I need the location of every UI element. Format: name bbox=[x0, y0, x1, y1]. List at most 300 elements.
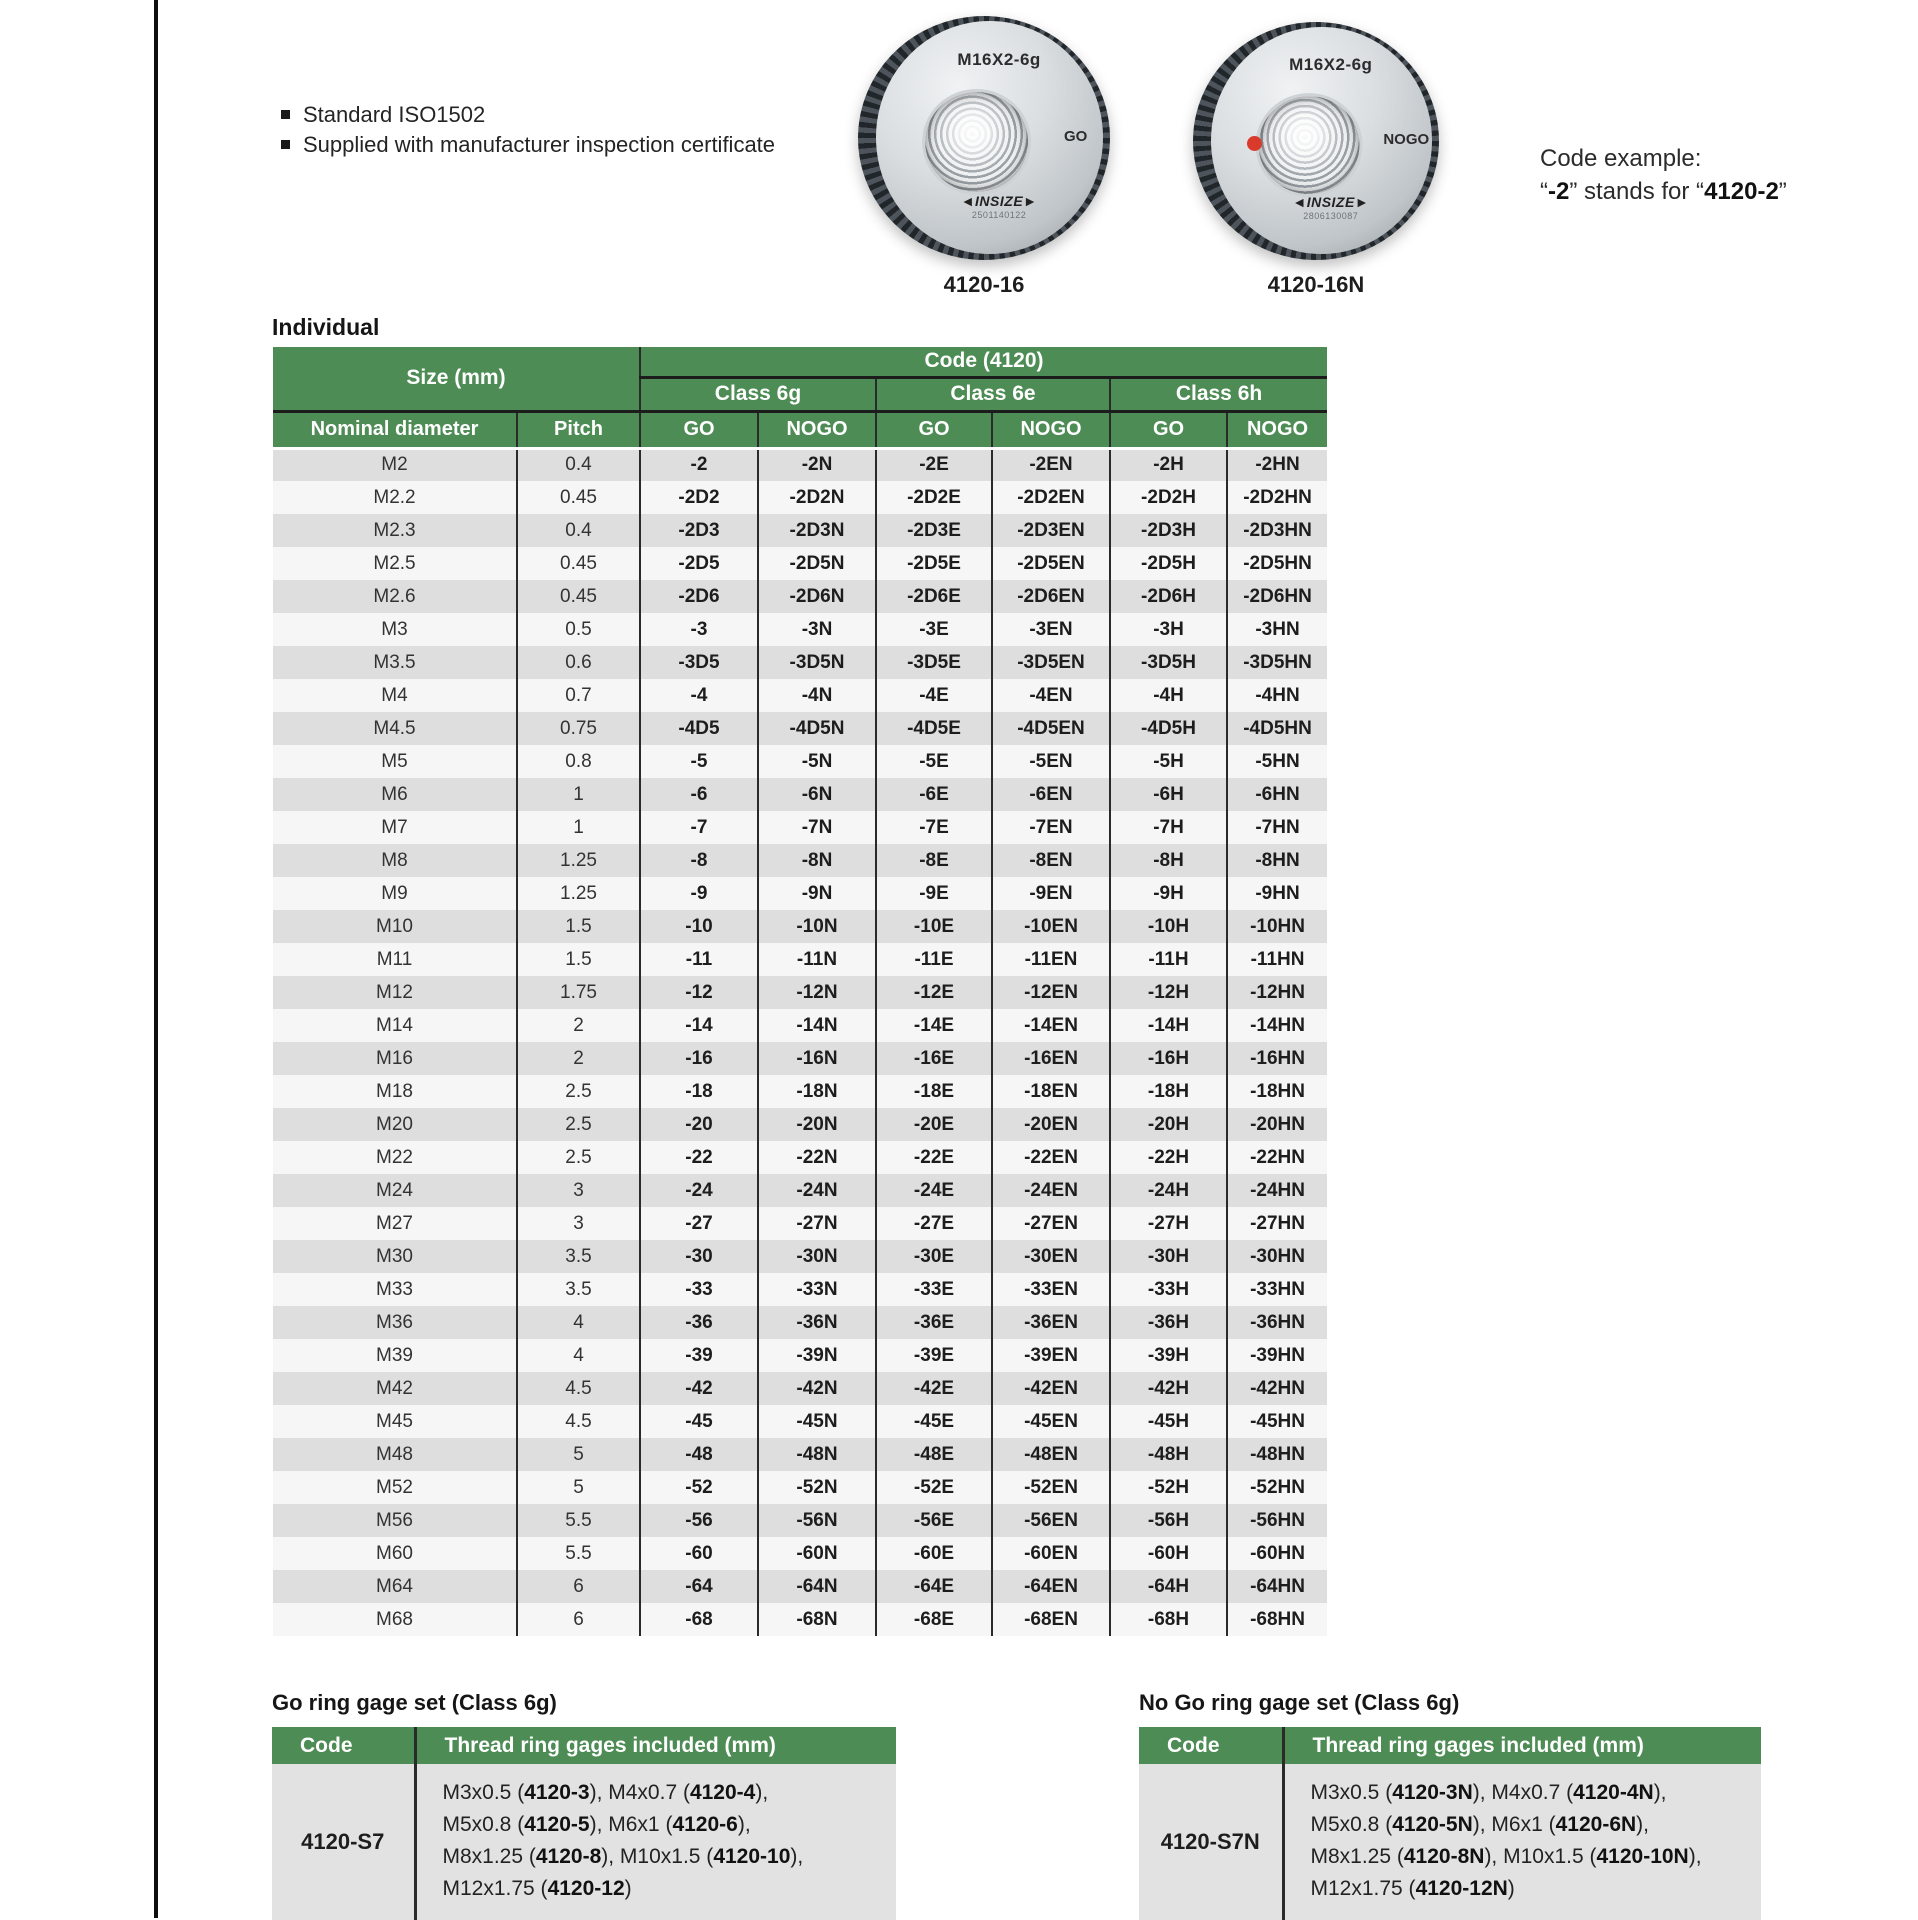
table-row bbox=[273, 1504, 1327, 1537]
cell-nominal-diameter: M10 bbox=[273, 910, 517, 943]
cell-pitch: 5.5 bbox=[517, 1504, 640, 1537]
cell-code: -20N bbox=[758, 1108, 876, 1141]
cell-nominal-diameter: M24 bbox=[273, 1174, 517, 1207]
cell-code: -10E bbox=[876, 910, 992, 943]
cell-code: -10 bbox=[640, 910, 758, 943]
cell-code: -4H bbox=[1110, 679, 1227, 712]
insize-logo: ◄INSIZE► bbox=[1292, 194, 1370, 211]
cell-code: -2D6N bbox=[758, 580, 876, 613]
table-row bbox=[273, 712, 1327, 745]
figure-code-label: 4120-16N bbox=[1267, 272, 1365, 297]
cell-code: -45EN bbox=[992, 1405, 1110, 1438]
cell-code: -39E bbox=[876, 1339, 992, 1372]
cell-code: -27 bbox=[640, 1207, 758, 1240]
cell-nominal-diameter: M16 bbox=[273, 1042, 517, 1075]
set-included-header: Thread ring gages included (mm) bbox=[1283, 1727, 1761, 1764]
cell-pitch: 6 bbox=[517, 1570, 640, 1603]
cell-code: -39H bbox=[1110, 1339, 1227, 1372]
cell-code: -3D5EN bbox=[992, 646, 1110, 679]
cell-code: -18N bbox=[758, 1075, 876, 1108]
included-line: M8x1.25 (4120-8), M10x1.5 (4120-10), bbox=[442, 1845, 804, 1868]
cell-code: -9EN bbox=[992, 877, 1110, 910]
included-line: M5x0.8 (4120-5N), M6x1 (4120-6N), bbox=[1310, 1813, 1649, 1836]
cell-code: -39 bbox=[640, 1339, 758, 1372]
cell-code: -4D5 bbox=[640, 712, 758, 745]
cell-code: -12H bbox=[1110, 976, 1227, 1009]
cell-code: -27EN bbox=[992, 1207, 1110, 1240]
cell-code: -10H bbox=[1110, 910, 1227, 943]
cell-code: -6H bbox=[1110, 778, 1227, 811]
cell-code: -12 bbox=[640, 976, 758, 1009]
cell-code: -68N bbox=[758, 1603, 876, 1636]
included-line: M3x0.5 (4120-3N), M4x0.7 (4120-4N), bbox=[1310, 1781, 1667, 1804]
cell-pitch: 2 bbox=[517, 1009, 640, 1042]
cell-code: -3E bbox=[876, 613, 992, 646]
cell-nominal-diameter: M36 bbox=[273, 1306, 517, 1339]
cell-code: -3EN bbox=[992, 613, 1110, 646]
cell-code: -24E bbox=[876, 1174, 992, 1207]
cell-code: -2H bbox=[1110, 448, 1227, 481]
cell-code: -20HN bbox=[1227, 1108, 1327, 1141]
cell-code: -52N bbox=[758, 1471, 876, 1504]
cell-code: -11 bbox=[640, 943, 758, 976]
cell-code: -5EN bbox=[992, 745, 1110, 778]
cell-nominal-diameter: M48 bbox=[273, 1438, 517, 1471]
table-row bbox=[273, 547, 1327, 580]
cell-code: -6 bbox=[640, 778, 758, 811]
cell-code: -6E bbox=[876, 778, 992, 811]
table-row bbox=[273, 1405, 1327, 1438]
cell-nominal-diameter: M2 bbox=[273, 448, 517, 481]
serial-number: 2806130087 bbox=[1303, 210, 1359, 221]
cell-code: -48E bbox=[876, 1438, 992, 1471]
cell-code: -2D5N bbox=[758, 547, 876, 580]
col-header-class-6e: Class 6e bbox=[876, 377, 1110, 411]
cell-code: -16HN bbox=[1227, 1042, 1327, 1075]
cell-code: -64HN bbox=[1227, 1570, 1327, 1603]
table-row bbox=[273, 1075, 1327, 1108]
cell-code: -33H bbox=[1110, 1273, 1227, 1306]
col-header-code: Code (4120) bbox=[640, 347, 1327, 377]
cell-code: -8 bbox=[640, 844, 758, 877]
table-row bbox=[273, 1603, 1327, 1636]
table-row bbox=[273, 1471, 1327, 1504]
cell-pitch: 0.7 bbox=[517, 679, 640, 712]
cell-code: -36E bbox=[876, 1306, 992, 1339]
table-row bbox=[273, 976, 1327, 1009]
set-code-value: 4120-S7N bbox=[1139, 1764, 1283, 1920]
cell-code: -39N bbox=[758, 1339, 876, 1372]
threaded-hole bbox=[1259, 96, 1360, 194]
cell-code: -2N bbox=[758, 448, 876, 481]
cell-pitch: 4 bbox=[517, 1339, 640, 1372]
cell-code: -4D5N bbox=[758, 712, 876, 745]
col-header-go-6h: GO bbox=[1110, 411, 1227, 448]
cell-pitch: 4.5 bbox=[517, 1372, 640, 1405]
table-row bbox=[273, 1306, 1327, 1339]
cell-code: -8N bbox=[758, 844, 876, 877]
cell-code: -22EN bbox=[992, 1141, 1110, 1174]
cell-code: -14HN bbox=[1227, 1009, 1327, 1042]
cell-pitch: 3.5 bbox=[517, 1273, 640, 1306]
cell-code: -3D5 bbox=[640, 646, 758, 679]
cell-code: -68 bbox=[640, 1603, 758, 1636]
go-marking-label: GO bbox=[1063, 128, 1088, 146]
cell-nominal-diameter: M27 bbox=[273, 1207, 517, 1240]
nogo-ring-image bbox=[1193, 22, 1439, 260]
cell-pitch: 1 bbox=[517, 811, 640, 844]
cell-code: -11EN bbox=[992, 943, 1110, 976]
set-included-list bbox=[1283, 1764, 1761, 1920]
cell-code: -18E bbox=[876, 1075, 992, 1108]
cell-nominal-diameter: M18 bbox=[273, 1075, 517, 1108]
section-title-individual: Individual bbox=[272, 314, 380, 340]
cell-code: -20EN bbox=[992, 1108, 1110, 1141]
cell-code: -9H bbox=[1110, 877, 1227, 910]
cell-code: -11N bbox=[758, 943, 876, 976]
table-row bbox=[273, 679, 1327, 712]
threaded-hole bbox=[925, 92, 1028, 192]
cell-nominal-diameter: M5 bbox=[273, 745, 517, 778]
table-row bbox=[273, 580, 1327, 613]
cell-code: -48HN bbox=[1227, 1438, 1327, 1471]
cell-nominal-diameter: M68 bbox=[273, 1603, 517, 1636]
cell-code: -16EN bbox=[992, 1042, 1110, 1075]
cell-code: -2D6EN bbox=[992, 580, 1110, 613]
cell-code: -30H bbox=[1110, 1240, 1227, 1273]
table-row bbox=[273, 943, 1327, 976]
cell-pitch: 0.5 bbox=[517, 613, 640, 646]
cell-nominal-diameter: M2.6 bbox=[273, 580, 517, 613]
cell-nominal-diameter: M8 bbox=[273, 844, 517, 877]
cell-code: -11E bbox=[876, 943, 992, 976]
cell-pitch: 3.5 bbox=[517, 1240, 640, 1273]
cell-code: -2D6E bbox=[876, 580, 992, 613]
cell-code: -30 bbox=[640, 1240, 758, 1273]
cell-code: -3 bbox=[640, 613, 758, 646]
cell-code: -42 bbox=[640, 1372, 758, 1405]
cell-pitch: 0.45 bbox=[517, 547, 640, 580]
cell-nominal-diameter: M30 bbox=[273, 1240, 517, 1273]
cell-code: -56EN bbox=[992, 1504, 1110, 1537]
cell-code: -2D3 bbox=[640, 514, 758, 547]
cell-code: -5E bbox=[876, 745, 992, 778]
bullet-square-icon bbox=[281, 110, 290, 119]
cell-code: -18HN bbox=[1227, 1075, 1327, 1108]
cell-code: -60E bbox=[876, 1537, 992, 1570]
cell-code: -2D6 bbox=[640, 580, 758, 613]
cell-pitch: 1 bbox=[517, 778, 640, 811]
cell-code: -4D5H bbox=[1110, 712, 1227, 745]
cell-code: -33 bbox=[640, 1273, 758, 1306]
cell-code: -48EN bbox=[992, 1438, 1110, 1471]
go-set-table bbox=[272, 1727, 896, 1920]
cell-code: -14E bbox=[876, 1009, 992, 1042]
table-row bbox=[273, 1108, 1327, 1141]
cell-nominal-diameter: M14 bbox=[273, 1009, 517, 1042]
nogo-ring-figure bbox=[1193, 22, 1439, 322]
cell-code: -64H bbox=[1110, 1570, 1227, 1603]
cell-pitch: 6 bbox=[517, 1603, 640, 1636]
individual-size-code-table bbox=[273, 347, 1327, 1636]
cell-code: -27H bbox=[1110, 1207, 1227, 1240]
cell-code: -2D3HN bbox=[1227, 514, 1327, 547]
serial-number: 2501140122 bbox=[971, 209, 1027, 220]
cell-code: -36 bbox=[640, 1306, 758, 1339]
cell-code: -4D5EN bbox=[992, 712, 1110, 745]
cell-code: -2D6H bbox=[1110, 580, 1227, 613]
cell-code: -56 bbox=[640, 1504, 758, 1537]
cell-code: -20H bbox=[1110, 1108, 1227, 1141]
cell-code: -20 bbox=[640, 1108, 758, 1141]
cell-nominal-diameter: M12 bbox=[273, 976, 517, 1009]
cell-code: -64E bbox=[876, 1570, 992, 1603]
included-line: M8x1.25 (4120-8N), M10x1.5 (4120-10N), bbox=[1310, 1845, 1702, 1868]
cell-code: -7H bbox=[1110, 811, 1227, 844]
cell-pitch: 2.5 bbox=[517, 1075, 640, 1108]
cell-code: -3D5E bbox=[876, 646, 992, 679]
col-header-size: Size (mm) bbox=[273, 347, 640, 411]
cell-code: -16E bbox=[876, 1042, 992, 1075]
cell-code: -68H bbox=[1110, 1603, 1227, 1636]
set-row bbox=[272, 1764, 896, 1920]
included-line: M12x1.75 (4120-12) bbox=[442, 1877, 632, 1900]
table-row bbox=[273, 1372, 1327, 1405]
nogo-set-table bbox=[1139, 1727, 1761, 1920]
col-header-nominal-diameter: Nominal diameter bbox=[273, 411, 517, 448]
cell-nominal-diameter: M20 bbox=[273, 1108, 517, 1141]
cell-code: -2HN bbox=[1227, 448, 1327, 481]
table-row bbox=[273, 1570, 1327, 1603]
table-row bbox=[273, 1339, 1327, 1372]
code-example-line: “-2” stands for “4120-2” bbox=[1540, 178, 1787, 205]
cell-code: -6N bbox=[758, 778, 876, 811]
cell-pitch: 4 bbox=[517, 1306, 640, 1339]
cell-nominal-diameter: M52 bbox=[273, 1471, 517, 1504]
bullet-square-icon bbox=[281, 140, 290, 149]
cell-code: -7HN bbox=[1227, 811, 1327, 844]
feature-item bbox=[281, 100, 775, 130]
cell-nominal-diameter: M7 bbox=[273, 811, 517, 844]
table-row bbox=[273, 1240, 1327, 1273]
cell-code: -9N bbox=[758, 877, 876, 910]
cell-code: -12E bbox=[876, 976, 992, 1009]
table-row bbox=[273, 877, 1327, 910]
cell-code: -9HN bbox=[1227, 877, 1327, 910]
set-code-header: Code bbox=[272, 1727, 415, 1764]
cell-code: -3H bbox=[1110, 613, 1227, 646]
cell-code: -33HN bbox=[1227, 1273, 1327, 1306]
table-row bbox=[273, 1438, 1327, 1471]
table-row bbox=[273, 1042, 1327, 1075]
set-included-list bbox=[415, 1764, 896, 1920]
cell-code: -5HN bbox=[1227, 745, 1327, 778]
col-header-class-6h: Class 6h bbox=[1110, 377, 1327, 411]
cell-pitch: 2.5 bbox=[517, 1108, 640, 1141]
table-row bbox=[273, 481, 1327, 514]
cell-code: -2D2N bbox=[758, 481, 876, 514]
cell-code: -8E bbox=[876, 844, 992, 877]
cell-code: -42EN bbox=[992, 1372, 1110, 1405]
cell-nominal-diameter: M4 bbox=[273, 679, 517, 712]
cell-code: -12N bbox=[758, 976, 876, 1009]
cell-code: -68EN bbox=[992, 1603, 1110, 1636]
cell-code: -27N bbox=[758, 1207, 876, 1240]
cell-code: -52EN bbox=[992, 1471, 1110, 1504]
cell-code: -33EN bbox=[992, 1273, 1110, 1306]
cell-code: -42H bbox=[1110, 1372, 1227, 1405]
cell-nominal-diameter: M39 bbox=[273, 1339, 517, 1372]
cell-code: -64 bbox=[640, 1570, 758, 1603]
cell-code: -2D5EN bbox=[992, 547, 1110, 580]
cell-code: -30E bbox=[876, 1240, 992, 1273]
cell-pitch: 0.6 bbox=[517, 646, 640, 679]
insize-logo: ◄INSIZE► bbox=[960, 192, 1038, 209]
cell-pitch: 0.4 bbox=[517, 514, 640, 547]
cell-code: -22H bbox=[1110, 1141, 1227, 1174]
cell-nominal-diameter: M9 bbox=[273, 877, 517, 910]
table-row bbox=[273, 910, 1327, 943]
cell-code: -5 bbox=[640, 745, 758, 778]
cell-code: -7N bbox=[758, 811, 876, 844]
cell-code: -45H bbox=[1110, 1405, 1227, 1438]
cell-code: -56H bbox=[1110, 1504, 1227, 1537]
cell-code: -18H bbox=[1110, 1075, 1227, 1108]
cell-code: -36HN bbox=[1227, 1306, 1327, 1339]
set-included-header: Thread ring gages included (mm) bbox=[415, 1727, 896, 1764]
col-header-nogo-6g: NOGO bbox=[758, 411, 876, 448]
cell-code: -14 bbox=[640, 1009, 758, 1042]
cell-nominal-diameter: M3.5 bbox=[273, 646, 517, 679]
cell-code: -10N bbox=[758, 910, 876, 943]
code-example bbox=[1540, 142, 1787, 208]
cell-code: -52 bbox=[640, 1471, 758, 1504]
cell-code: -2D2EN bbox=[992, 481, 1110, 514]
set-title: No Go ring gage set (Class 6g) bbox=[1139, 1690, 1460, 1715]
cell-code: -52HN bbox=[1227, 1471, 1327, 1504]
set-row bbox=[1139, 1764, 1761, 1920]
cell-nominal-diameter: M33 bbox=[273, 1273, 517, 1306]
cell-code: -7EN bbox=[992, 811, 1110, 844]
cell-code: -60HN bbox=[1227, 1537, 1327, 1570]
cell-code: -4HN bbox=[1227, 679, 1327, 712]
cell-code: -64EN bbox=[992, 1570, 1110, 1603]
set-code-value: 4120-S7 bbox=[272, 1764, 415, 1920]
cell-code: -64N bbox=[758, 1570, 876, 1603]
cell-nominal-diameter: M2.5 bbox=[273, 547, 517, 580]
nogo-set-section bbox=[1139, 1690, 1761, 1920]
ring-marking-text: M16X2-6g bbox=[957, 50, 1041, 70]
cell-pitch: 0.45 bbox=[517, 580, 640, 613]
cell-pitch: 0.75 bbox=[517, 712, 640, 745]
table-row bbox=[273, 646, 1327, 679]
col-header-nogo-6e: NOGO bbox=[992, 411, 1110, 448]
table-row bbox=[273, 448, 1327, 481]
cell-pitch: 1.75 bbox=[517, 976, 640, 1009]
cell-code: -60EN bbox=[992, 1537, 1110, 1570]
cell-code: -2D5H bbox=[1110, 547, 1227, 580]
col-header-nogo-6h: NOGO bbox=[1227, 411, 1327, 448]
cell-code: -33N bbox=[758, 1273, 876, 1306]
cell-code: -9E bbox=[876, 877, 992, 910]
cell-nominal-diameter: M2.3 bbox=[273, 514, 517, 547]
cell-code: -4N bbox=[758, 679, 876, 712]
cell-code: -14H bbox=[1110, 1009, 1227, 1042]
cell-code: -52E bbox=[876, 1471, 992, 1504]
cell-code: -22N bbox=[758, 1141, 876, 1174]
cell-code: -16 bbox=[640, 1042, 758, 1075]
cell-code: -10EN bbox=[992, 910, 1110, 943]
cell-code: -48N bbox=[758, 1438, 876, 1471]
cell-code: -2D2H bbox=[1110, 481, 1227, 514]
cell-code: -45N bbox=[758, 1405, 876, 1438]
cell-code: -8EN bbox=[992, 844, 1110, 877]
cell-code: -9 bbox=[640, 877, 758, 910]
cell-code: -3N bbox=[758, 613, 876, 646]
table-row bbox=[273, 844, 1327, 877]
nogo-marking-label: NOGO bbox=[1383, 131, 1430, 149]
cell-code: -42N bbox=[758, 1372, 876, 1405]
included-line: M5x0.8 (4120-5), M6x1 (4120-6), bbox=[442, 1813, 751, 1836]
go-set-section bbox=[272, 1690, 896, 1920]
cell-code: -10HN bbox=[1227, 910, 1327, 943]
cell-code: -2 bbox=[640, 448, 758, 481]
cell-code: -60 bbox=[640, 1537, 758, 1570]
cell-code: -14N bbox=[758, 1009, 876, 1042]
cell-code: -4D5E bbox=[876, 712, 992, 745]
feature-text: Standard ISO1502 bbox=[303, 102, 486, 127]
ring-marking-text: M16X2-6g bbox=[1289, 55, 1373, 75]
cell-code: -39EN bbox=[992, 1339, 1110, 1372]
cell-code: -2D5 bbox=[640, 547, 758, 580]
cell-nominal-diameter: M56 bbox=[273, 1504, 517, 1537]
cell-nominal-diameter: M22 bbox=[273, 1141, 517, 1174]
table-row bbox=[273, 1537, 1327, 1570]
cell-code: -52H bbox=[1110, 1471, 1227, 1504]
cell-code: -36H bbox=[1110, 1306, 1227, 1339]
cell-code: -2EN bbox=[992, 448, 1110, 481]
included-line: M12x1.75 (4120-12N) bbox=[1310, 1877, 1515, 1900]
cell-code: -16N bbox=[758, 1042, 876, 1075]
cell-code: -30EN bbox=[992, 1240, 1110, 1273]
cell-code: -36EN bbox=[992, 1306, 1110, 1339]
cell-code: -45 bbox=[640, 1405, 758, 1438]
go-ring-figure bbox=[858, 16, 1110, 316]
table-row bbox=[273, 514, 1327, 547]
cell-code: -60H bbox=[1110, 1537, 1227, 1570]
cell-pitch: 1.25 bbox=[517, 877, 640, 910]
cell-code: -68E bbox=[876, 1603, 992, 1636]
cell-code: -56N bbox=[758, 1504, 876, 1537]
cell-code: -2D3EN bbox=[992, 514, 1110, 547]
cell-code: -4D5HN bbox=[1227, 712, 1327, 745]
table-row bbox=[273, 1009, 1327, 1042]
cell-nominal-diameter: M64 bbox=[273, 1570, 517, 1603]
cell-pitch: 2 bbox=[517, 1042, 640, 1075]
cell-code: -11HN bbox=[1227, 943, 1327, 976]
cell-code: -3D5N bbox=[758, 646, 876, 679]
cell-code: -20E bbox=[876, 1108, 992, 1141]
go-ring-image bbox=[858, 16, 1110, 260]
cell-nominal-diameter: M60 bbox=[273, 1537, 517, 1570]
cell-code: -30HN bbox=[1227, 1240, 1327, 1273]
table-row bbox=[273, 1273, 1327, 1306]
cell-code: -2E bbox=[876, 448, 992, 481]
included-line: M3x0.5 (4120-3), M4x0.7 (4120-4), bbox=[442, 1781, 769, 1804]
set-title: Go ring gage set (Class 6g) bbox=[272, 1690, 557, 1715]
cell-pitch: 3 bbox=[517, 1207, 640, 1240]
cell-code: -22E bbox=[876, 1141, 992, 1174]
